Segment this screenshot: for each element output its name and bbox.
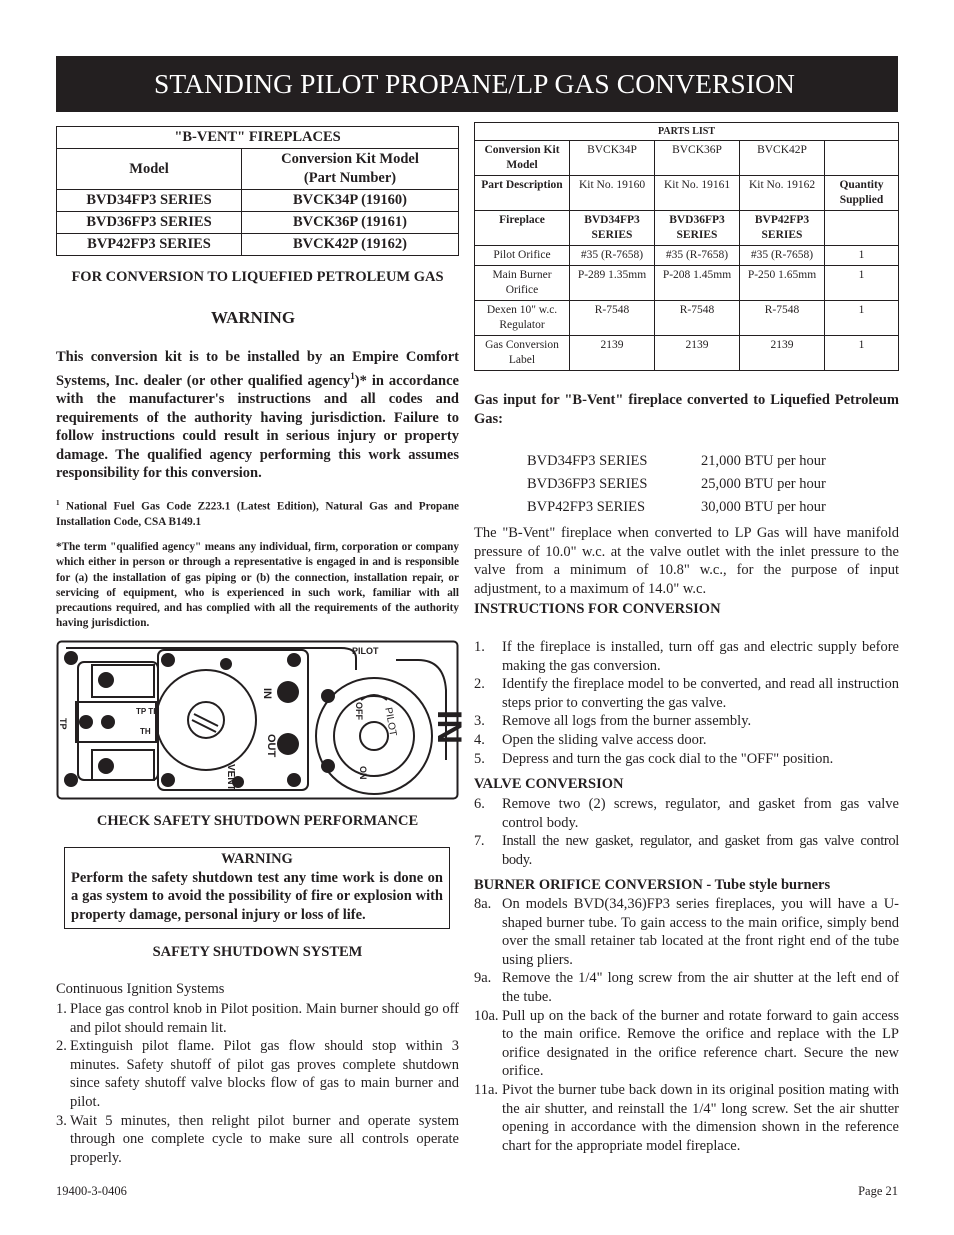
valve-label-in: IN: [261, 688, 273, 699]
instructions-heading: INSTRUCTIONS FOR CONVERSION: [474, 601, 721, 617]
warning-box-text: Perform the safety shutdown test any time work is done on a gas system to avoid the possibility of fire or explosion with property damage, personal injury or loss of life.: [71, 869, 443, 923]
table-cell: BVCK34P: [570, 141, 655, 176]
table-cell: BVD34FP3 SERIES: [57, 190, 242, 212]
table-row: [475, 266, 899, 301]
table-cell: BVP42FP3 SERIES: [740, 211, 825, 246]
table-cell: Dexen 10" w.c. Regulator: [475, 301, 570, 336]
valve-label-th: TH: [140, 727, 151, 736]
column-header-kit: Conversion Kit Model (Part Number): [242, 149, 459, 190]
gas-input-heading: Gas input for "B-Vent" fireplace converted to Liquefied Petroleum Gas:: [474, 392, 899, 427]
table-cell: Part Description: [475, 176, 570, 211]
table-cell: 1: [825, 266, 899, 301]
table-cell: BVP42FP3 SERIES: [57, 234, 242, 256]
table-cell: Quantity Supplied: [825, 176, 899, 211]
document-number: 19400-3-0406: [56, 1184, 127, 1198]
table-cell: BVD36FP3 SERIES: [57, 212, 242, 234]
table-cell: 2139: [655, 336, 740, 371]
safety-steps-list: [56, 1000, 459, 1167]
table-cell: #35 (R-7658): [570, 246, 655, 266]
table-cell: P-208 1.45mm: [655, 266, 740, 301]
table-cell: BVCK36P: [655, 141, 740, 176]
valve-label-vent: VENT: [225, 764, 236, 791]
table-cell: Main Burner Orifice: [475, 266, 570, 301]
list-item: 6. Remove two (2) screws, regulator, and gasket from gas valve control body.: [474, 796, 899, 831]
table-cell: [825, 141, 899, 176]
valve-label-pilot: PILOT: [352, 646, 379, 656]
list-item: BVP42FP3 SERIES 30,000 BTU per hour: [527, 499, 826, 515]
valve-label-tp-th: TP TH: [136, 707, 159, 716]
list-item: 5. Depress and turn the gas cock dial to the "OFF" position.: [474, 750, 834, 767]
table-row: [57, 234, 459, 256]
table-row: [57, 190, 459, 212]
check-safety-heading: CHECK SAFETY SHUTDOWN PERFORMANCE: [96, 813, 419, 829]
dial-label-on: ON: [358, 766, 368, 780]
list-item: 11a. Pivot the burner tube back down in its original position mating with the air shutter, and reinstall the 1/4" long screw. Set the air shutter opening in accordance with the dimension shown in the reference chart for the appropriate model fireplace.: [474, 1081, 899, 1154]
table-row: [475, 141, 899, 176]
table-cell: BVCK36P (19161): [242, 212, 459, 234]
valve-label-tp: TP: [58, 718, 68, 730]
manifold-pressure-text: The "B-Vent" fireplace when converted to LP Gas will have manifold pressure of 10.0" w.c. at the valve outlet with the inlet pressure to the valve from a minimum of 10.8" w.c., for the purpose of input adjustment, to a maximum of 14.0" w.c.: [474, 525, 899, 597]
for-conversion-heading: FOR CONVERSION TO LIQUEFIED PETROLEUM GAS: [71, 269, 444, 285]
list-item: BVD36FP3 SERIES 25,000 BTU per hour: [527, 476, 826, 492]
safety-system-heading: SAFETY SHUTDOWN SYSTEM: [152, 944, 363, 960]
table-row: [475, 211, 899, 246]
list-item: 2. Identify the fireplace model to be converted, and read all instruction steps prior to converting the gas valve.: [474, 676, 899, 711]
burner-steps-list: [474, 895, 899, 1155]
table-cell: 2139: [740, 336, 825, 371]
table-cell: R-7548: [740, 301, 825, 336]
list-item: 1. If the fireplace is installed, turn off gas and electric supply before making the gas conversion.: [474, 639, 899, 674]
dial-label-pilot: PILOT: [382, 706, 399, 738]
gas-valve-diagram: [56, 640, 468, 800]
table-row: [475, 301, 899, 336]
valve-label-out: OUT: [265, 734, 277, 758]
warning-box-heading: WARNING: [221, 851, 293, 867]
list-item: 7. Install the new gasket, regulator, and gasket from gas valve control body.: [474, 833, 899, 868]
table-cell: 2139: [570, 336, 655, 371]
table-cell: R-7548: [655, 301, 740, 336]
table-row: [57, 212, 459, 234]
valve-label-in-large: IN: [430, 710, 468, 744]
list-item: 3. Wait 5 minutes, then relight pilot burner and operate system through one complete cycle to make sure all controls operate properly.: [56, 1112, 459, 1166]
table-cell: BVCK34P (19160): [242, 190, 459, 212]
valve-conversion-heading: VALVE CONVERSION: [474, 776, 624, 792]
table-cell: Kit No. 19160: [570, 176, 655, 211]
list-item: BVD34FP3 SERIES 21,000 BTU per hour: [527, 453, 826, 469]
warning-heading: WARNING: [211, 308, 296, 327]
list-item: 3. Remove all logs from the burner assembly.: [474, 713, 752, 730]
footnote: $^1$ National Fuel Gas Code Z223.1 (Latest Edition), Natural Gas and Propane Installation Code, CSA B149.1: [56, 499, 459, 529]
table-row: [475, 336, 899, 371]
list-item: 4. Open the sliding valve access door.: [474, 731, 707, 748]
table-cell: BVD36FP3 SERIES: [655, 211, 740, 246]
table-cell: BVCK42P (19162): [242, 234, 459, 256]
conversion-kit-table: [56, 126, 459, 256]
table-cell: BVD34FP3 SERIES: [570, 211, 655, 246]
warning-text: This conversion kit is to be installed by an Empire Comfort Systems, Inc. dealer (or other qualified agency$^1$)* in accordance with the manufacturer's instructions and all codes and requirements of the authority having jurisdiction. Failure to follow instructions could result in serious injury or property damage. The qualified agency performing this work assumes responsibility for this conversion.: [56, 349, 459, 482]
table-cell: P-289 1.35mm: [570, 266, 655, 301]
list-item: 2. Extinguish pilot flame. Pilot gas flow should stop within 3 minutes. Safety shutoff of pilot gas proves complete shutdown since safety shutoff valve blocks flow of gas to main burner and pilot.: [56, 1038, 459, 1110]
list-item: 1. Place gas control knob in Pilot position. Main burner should go off and pilot should remain lit.: [56, 1001, 459, 1036]
page-number: Page 21: [858, 1184, 898, 1198]
table-row: [475, 246, 899, 266]
table-cell: Pilot Orifice: [475, 246, 570, 266]
list-item: 9a. Remove the 1/4" long screw from the air shutter at the left end of the tube.: [474, 970, 899, 1005]
table-cell: Gas Conversion Label: [475, 336, 570, 371]
parts-list-heading: PARTS LIST: [475, 123, 899, 141]
page-title: STANDING PILOT PROPANE/LP GAS CONVERSION: [56, 56, 898, 112]
list-item: 10a. Pull up on the back of the burner and rotate forward to gain access to the main orifice. Remove the orifice and replace with the LP orifice designated in the orifice reference chart. Secure the new orifice.: [474, 1007, 899, 1080]
instructions-list: [474, 638, 899, 768]
parts-list-table: [474, 122, 899, 371]
table-cell: Fireplace: [475, 211, 570, 246]
continuous-ignition-label: Continuous Ignition Systems: [56, 981, 225, 997]
table-cell: Kit No. 19162: [740, 176, 825, 211]
column-header-model: Model: [57, 149, 242, 190]
table-cell: BVCK42P: [740, 141, 825, 176]
table-cell: 1: [825, 301, 899, 336]
table-cell: 1: [825, 336, 899, 371]
table-cell: #35 (R-7658): [655, 246, 740, 266]
list-item: 8a. On models BVD(34,36)FP3 series fireplaces, you will have a U-shaped burner tube. To gain access to the main orifice, simply bend over the small retainer tab located at the front right end of the tube using pliers.: [474, 896, 899, 968]
valve-steps-list: [474, 795, 899, 869]
qualified-agency-note: *The term "qualified agency" means any individual, firm, corporation or company which either in person or through a representative is engaged in and is responsible for (a) the installation of gas piping or (b) the connection, installation repair, or servicing of equipment, who is experienced in such work, familiar with all precautions required, and has complied with all the requirements of the authority having jurisdiction.: [56, 541, 459, 630]
table-cell: P-250 1.65mm: [740, 266, 825, 301]
table-cell: Kit No. 19161: [655, 176, 740, 211]
gas-input-list: [527, 450, 887, 519]
dial-label-off: OFF: [354, 702, 364, 720]
table-row: [475, 176, 899, 211]
table-heading: "B-VENT" FIREPLACES: [57, 127, 459, 149]
table-cell: [825, 211, 899, 246]
table-cell: Conversion Kit Model: [475, 141, 570, 176]
safety-warning-box: [64, 847, 450, 929]
table-cell: 1: [825, 246, 899, 266]
table-cell: #35 (R-7658): [740, 246, 825, 266]
table-cell: R-7548: [570, 301, 655, 336]
burner-orifice-heading: BURNER ORIFICE CONVERSION - Tube style burners: [474, 877, 831, 893]
